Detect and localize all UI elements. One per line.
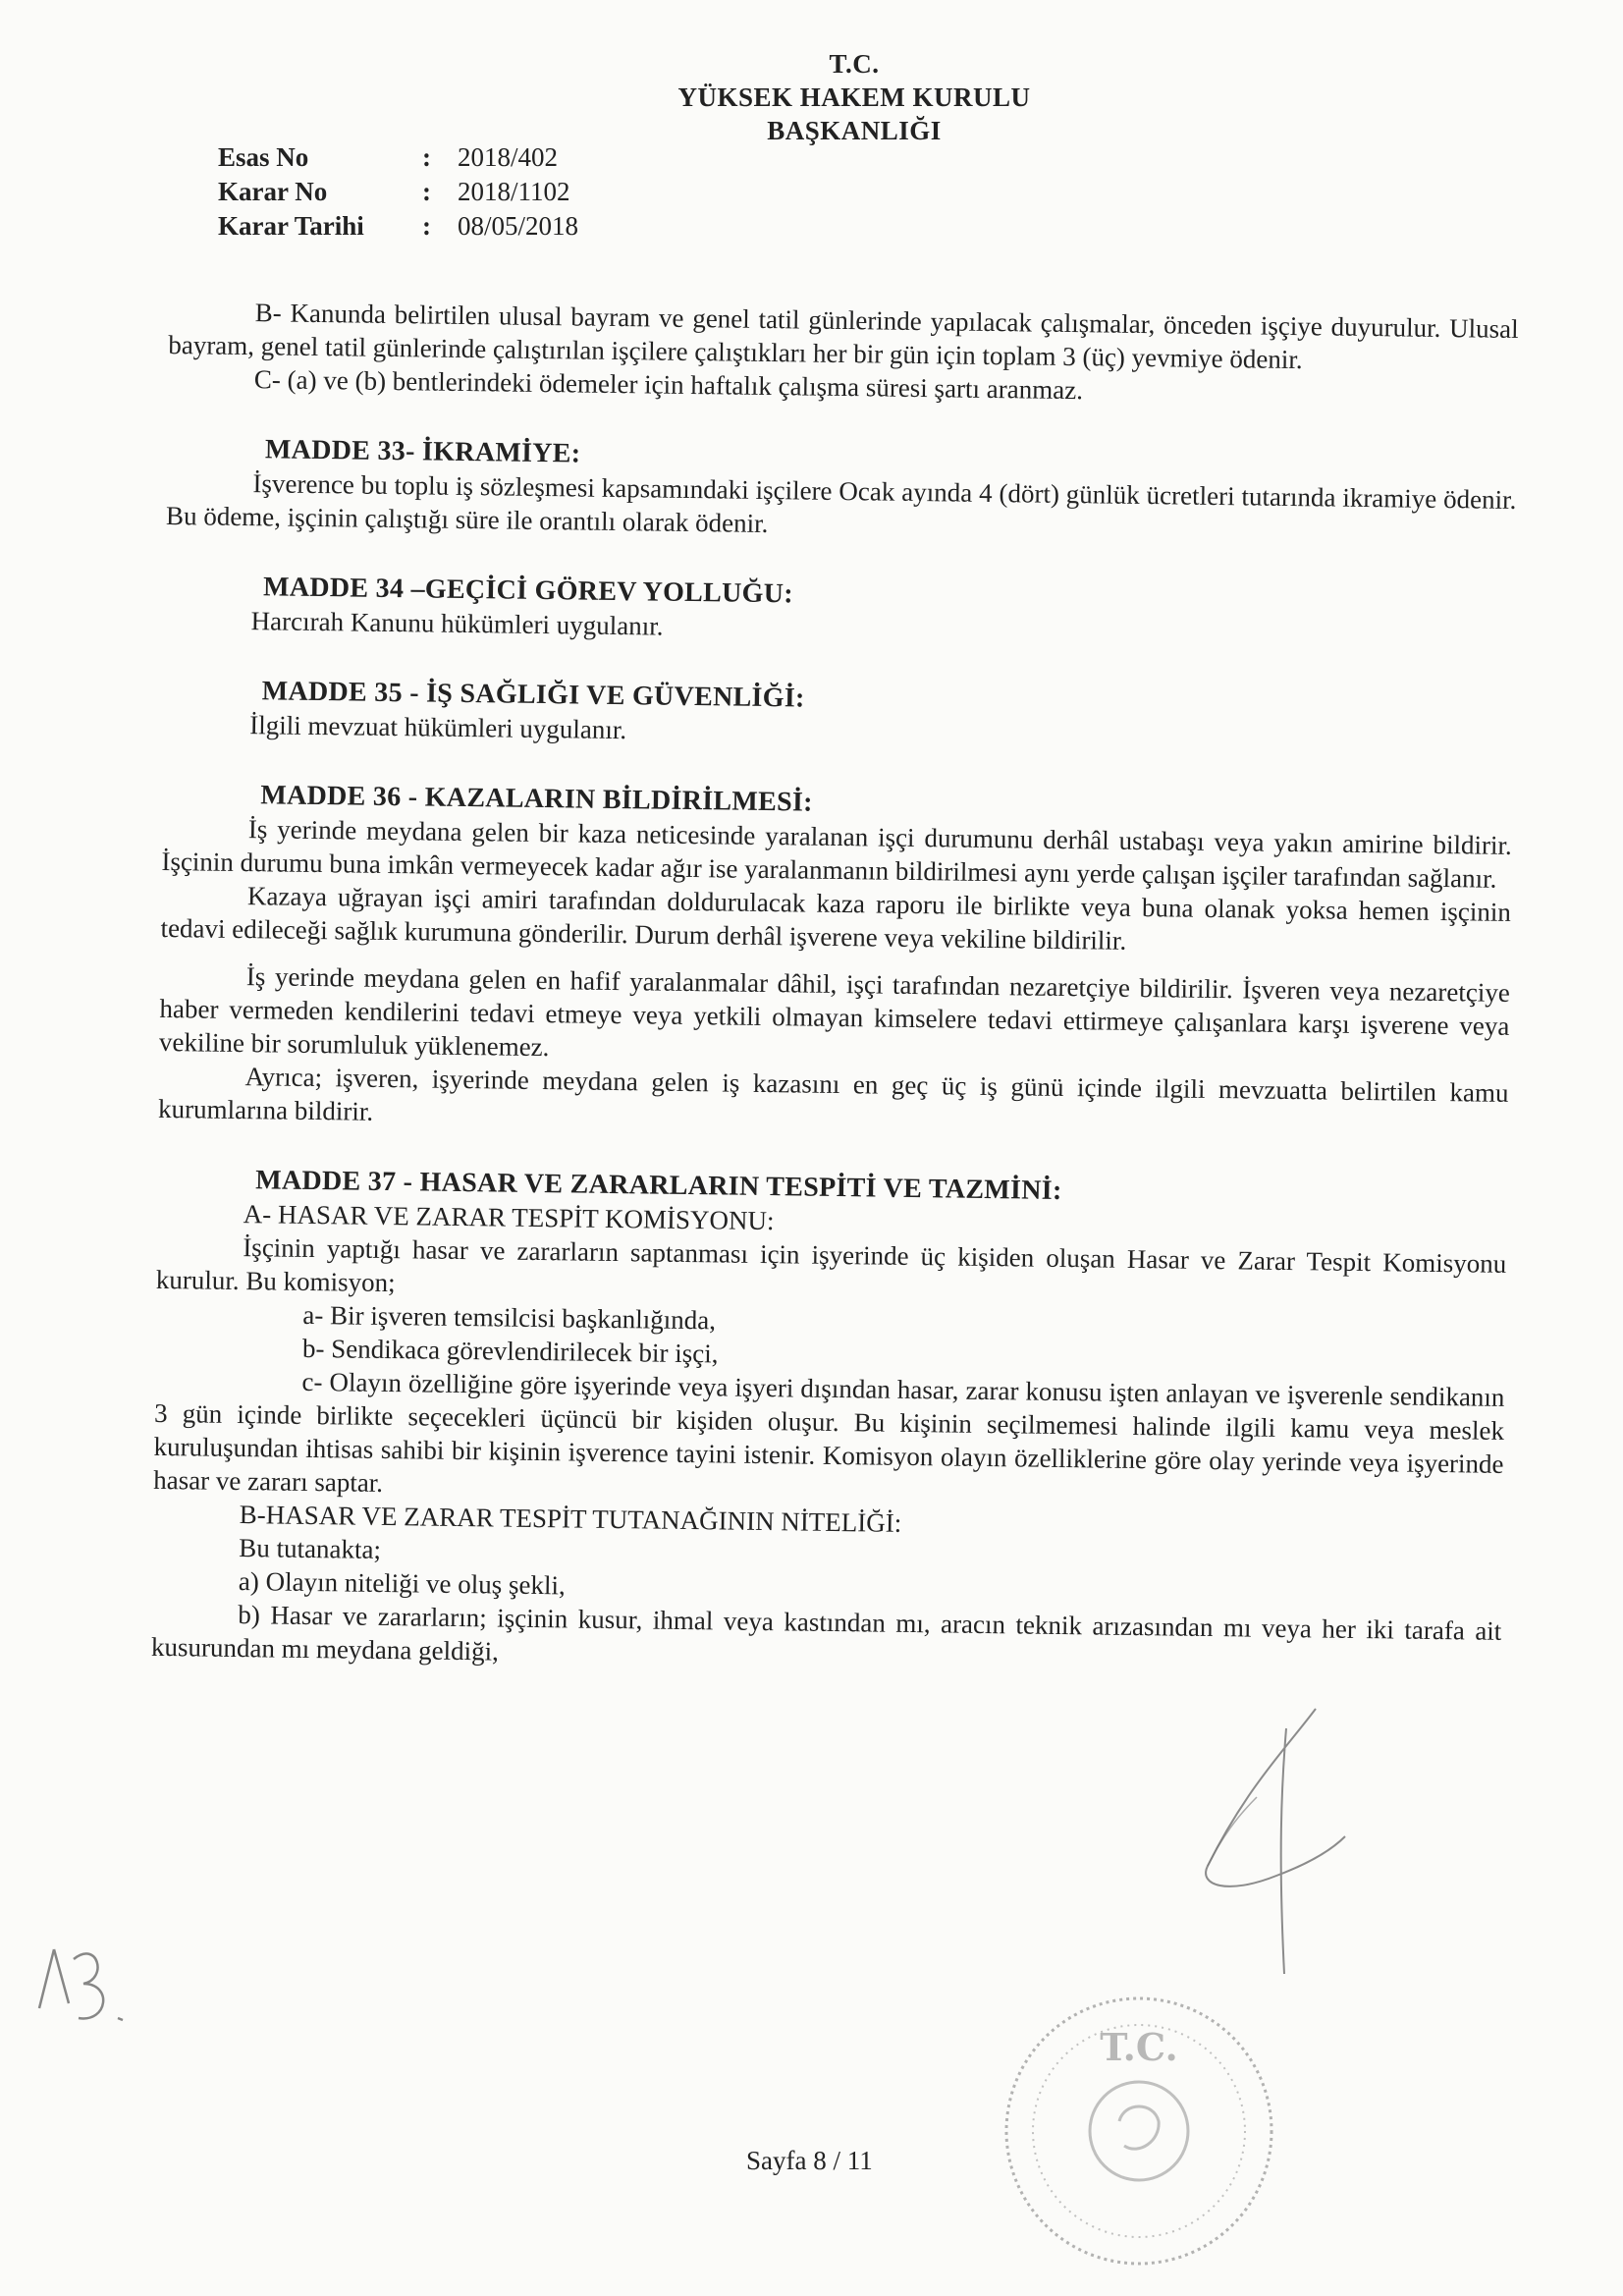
article-36-heading: MADDE 36 - KAZALARIN BİLDİRİLMESİ: (260, 780, 813, 818)
article-36-paragraph-2: Kazaya uğrayan işçi amiri tarafından doldurulacak kaza raporu ile birlikte veya buna olanak yoksa hemen işçinin tedavi edileceği sağlık kurumuna gönderilir. Durum derhâl işverene veya vekiline bildirilir. (160, 881, 1512, 956)
article-36-paragraph-4: Ayrıca; işveren, işyerinde meydana gelen iş kazasını en geç üç iş günü içinde ilgili mevzuatta belirtilen kamu kurumlarına bildirir. (157, 1062, 1509, 1126)
article-37-subheading-b: B-HASAR VE ZARAR TESPİT TUTANAĞININ NİTELİĞİ: (239, 1500, 902, 1538)
article-34-heading: MADDE 34 –GEÇİCİ GÖREV YOLLUĞU: (262, 572, 794, 610)
article-37-subheading-a: A- HASAR VE ZARAR TESPİT KOMİSYONU: (243, 1199, 775, 1236)
paragraph-c: C- (a) ve (b) bentlerindeki ödemeler için haftalık çalışma süresi şartı aranmaz. (253, 364, 1084, 406)
article-36-paragraph-3: İş yerinde meydana gelen en hafif yaralanmalar dâhil, işçi tarafından nezaretçiye bildirilir. İşveren veya nezaretçiye haber vermeden kendilerini tedavi etmeye veya yetkili olmayan kimselere tedavi ettirmeye çalışanlara karşı işverene veya vekiline bir sorumluluk yüklenemez. (158, 961, 1511, 1063)
meta-label: Esas No (218, 142, 309, 172)
meta-colon: : (422, 177, 431, 206)
list-item: a- Bir işveren temsilcisi başkanlığında, (302, 1299, 717, 1336)
header-line-1: T.C. (829, 49, 880, 79)
meta-label: Karar No (218, 177, 328, 206)
header-line-2: YÜKSEK HAKEM KURULU (677, 82, 1031, 112)
meta-row-karar (218, 175, 615, 209)
meta-colon: : (422, 211, 431, 241)
article-33-heading: MADDE 33- İKRAMİYE: (264, 434, 581, 469)
meta-row-tarih (218, 209, 615, 244)
list-item: b- Sendikaca görevlendirilecek bir işçi, (301, 1333, 719, 1369)
institution-header (628, 47, 1080, 147)
meta-value: 2018/402 (458, 142, 559, 172)
list-item: c- Olayın özelliğine göre işyerinde veya işyeri dışından hasar, zarar konusu işten anlayan ve işverenle sendikanın 3 gün içinde birlikte seçecekleri üçüncü bir kişiden oluşur. Bu kişinin seçilmemesi halinde ilgili kamu veya meslek kuruluşundan ihtisas sahibi bir kişinin işverence tayini istenir. Komisyon olayın özelliklerine göre olay yerinde veya işyerinde hasar ve zararı saptar. (153, 1366, 1505, 1498)
article-36-paragraph-1: İş yerinde meydana gelen bir kaza neticesinde yaralanan işçi durumunu derhâl ustabaşı veya yakın amirine bildirir. İşçinin durumu buna imkân vermeyecek kadar ağır ise yaralanmanın bildirilmesi aynı yerde çalışan işçiler tarafından sağlanır. (161, 814, 1512, 894)
article-37-heading: MADDE 37 - HASAR VE ZARARLARIN TESPİTİ VE TAZMİNİ: (255, 1165, 1062, 1206)
article-35-text: İlgili mevzuat hükümleri uygulanır. (249, 710, 627, 745)
meta-value: 2018/1102 (458, 177, 570, 206)
meta-label: Karar Tarihi (218, 211, 364, 241)
page-number: Sayfa 8 / 11 (746, 2146, 873, 2175)
list-item: b) Hasar ve zararların; işçinin kusur, ihmal veya kastından mı, aracın teknik arızasından mı veya her iki tarafa ait kusurundan mı meydana geldiği, (150, 1600, 1502, 1667)
list-item: a) Olayın niteliği ve oluş şekli, (238, 1566, 566, 1601)
case-metadata (218, 140, 615, 244)
article-37-text-b: Bu tutanakta; (239, 1533, 382, 1564)
paragraph-b: B- Kanunda belirtilen ulusal bayram ve genel tatil günlerinde yapılacak çalışmalar, önceden işçiye duyurulur. Ulusal bayram, genel tatil günlerinde çalıştırılan işçilere çalıştıkları her bir gün için toplam 3 (üç) yevmiye ödenir. (168, 298, 1519, 375)
handwritten-initial (29, 1930, 137, 2038)
header-line-3: BAŞKANLIĞI (767, 116, 942, 145)
document-body (151, 295, 1519, 1681)
meta-colon: : (422, 142, 431, 172)
article-35-heading: MADDE 35 - İŞ SAĞLIĞI VE GÜVENLİĞİ: (261, 676, 805, 714)
official-seal-stamp (992, 1984, 1286, 2278)
article-33-text: İşverence bu toplu iş sözleşmesi kapsamındaki işçilere Ocak ayında 4 (dört) günlük ücretleri tutarında ikramiye ödenir. Bu ödeme, işçinin çalıştığı süre ile orantılı olarak ödenir. (165, 468, 1517, 539)
signature-mark (1168, 1689, 1365, 1984)
article-37-text-a: İşçinin yaptığı hasar ve zararların saptanması için işyerinde üç kişiden oluşan Hasar ve Zarar Tespit Komisyonu kurulur. Bu komisyon; (155, 1232, 1507, 1298)
article-34-text: Harcırah Kanunu hükümleri uygulanır. (250, 606, 664, 641)
meta-row-esas (218, 140, 615, 175)
meta-value: 08/05/2018 (458, 211, 579, 241)
svg-text:T.C.: T.C. (1100, 2025, 1178, 2069)
